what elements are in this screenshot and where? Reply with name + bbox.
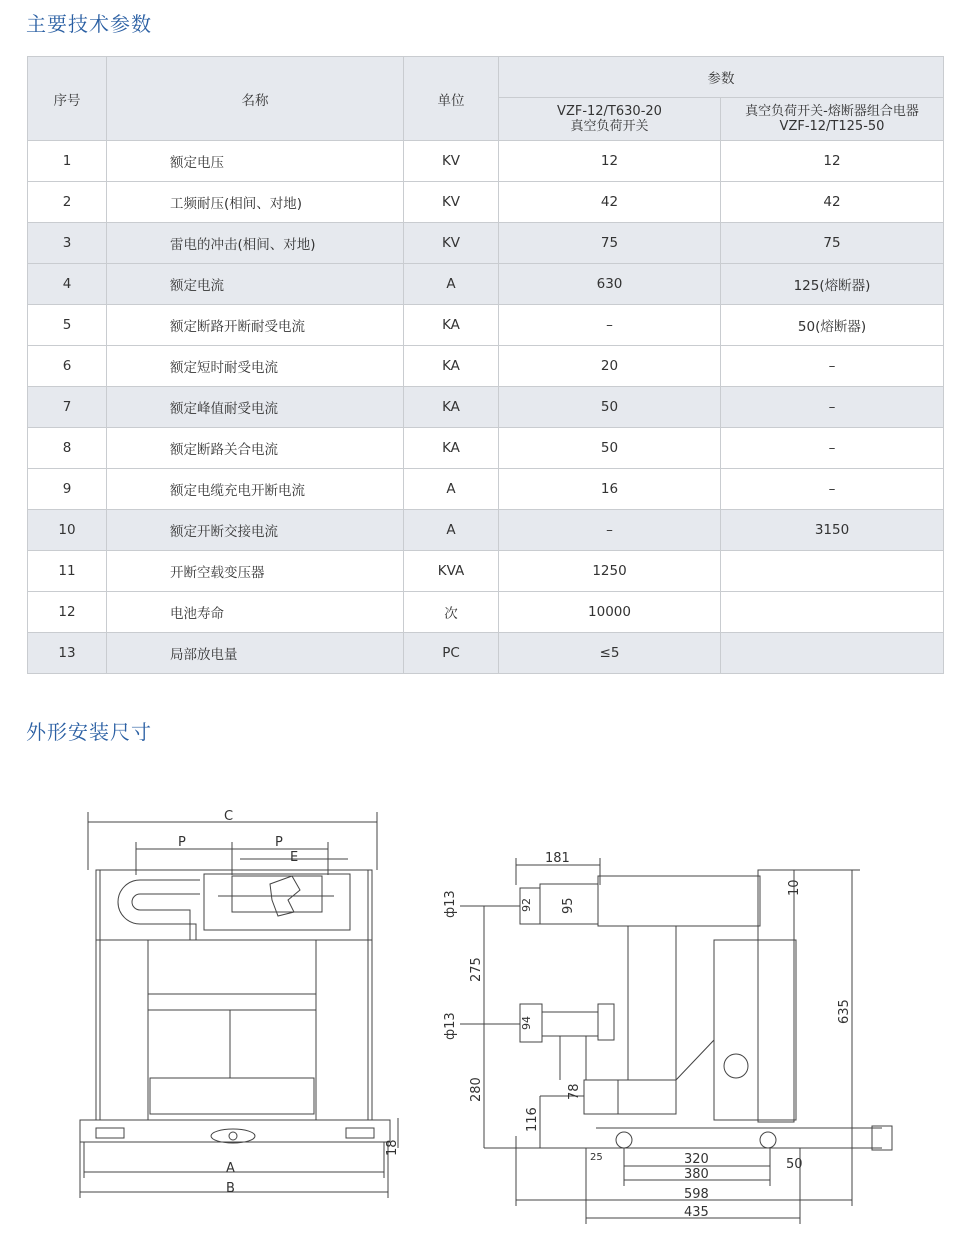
cell-value-1: 75 xyxy=(499,223,721,264)
cell-value-2: 42 xyxy=(721,182,944,223)
cell-seq: 7 xyxy=(28,387,107,428)
cell-value-1: 42 xyxy=(499,182,721,223)
cell-unit: KV xyxy=(404,182,499,223)
cell-seq: 3 xyxy=(28,223,107,264)
cell-value-1: 1250 xyxy=(499,551,721,592)
dim-label-50: 50 xyxy=(786,1157,803,1172)
cell-name: 局部放电量 xyxy=(107,633,404,674)
header-unit: 单位 xyxy=(404,57,499,141)
cell-seq: 1 xyxy=(28,141,107,182)
header-col1 xyxy=(499,98,721,141)
cell-name: 额定短时耐受电流 xyxy=(107,346,404,387)
cell-name: 雷电的冲击(相间、对地) xyxy=(107,223,404,264)
dim-label-A: A xyxy=(226,1161,235,1176)
cell-value-2: 50(熔断器) xyxy=(721,305,944,346)
cell-value-1: – xyxy=(499,305,721,346)
cell-value-2: 75 xyxy=(721,223,944,264)
table-row xyxy=(28,305,944,346)
dim-label-25: 25 xyxy=(590,1152,603,1163)
cell-unit: PC xyxy=(404,633,499,674)
cell-name: 额定电流 xyxy=(107,264,404,305)
front-view xyxy=(80,812,398,1198)
header-seq: 序号 xyxy=(28,57,107,141)
table-row xyxy=(28,387,944,428)
dim-label-92: 92 xyxy=(520,898,533,912)
table-row xyxy=(28,592,944,633)
section-title-dims: 外形安装尺寸 xyxy=(26,720,152,744)
dim-label-P1: P xyxy=(178,835,186,850)
header-params: 参数 xyxy=(499,57,944,98)
table-row xyxy=(28,469,944,510)
dim-label-280: 280 xyxy=(469,1077,484,1102)
cell-unit: KA xyxy=(404,346,499,387)
cell-value-1: 50 xyxy=(499,387,721,428)
cell-unit: KVA xyxy=(404,551,499,592)
cell-seq: 12 xyxy=(28,592,107,633)
dim-label-94: 94 xyxy=(520,1016,533,1030)
cell-unit: KA xyxy=(404,305,499,346)
dim-label-95: 95 xyxy=(561,897,576,914)
table-row xyxy=(28,551,944,592)
cell-unit: A xyxy=(404,264,499,305)
cell-value-1: 50 xyxy=(499,428,721,469)
cell-value-2: – xyxy=(721,469,944,510)
cell-name: 额定峰值耐受电流 xyxy=(107,387,404,428)
table-row xyxy=(28,141,944,182)
cell-value-2: – xyxy=(721,387,944,428)
cell-value-2 xyxy=(721,592,944,633)
cell-unit: 次 xyxy=(404,592,499,633)
header-col2-line1: 真空负荷开关-熔断器组合电器 xyxy=(745,104,919,119)
dim-label-78: 78 xyxy=(567,1083,582,1100)
cell-name: 额定电缆充电开断电流 xyxy=(107,469,404,510)
dim-label-320: 320 xyxy=(684,1152,709,1167)
cell-seq: 9 xyxy=(28,469,107,510)
table-row xyxy=(28,428,944,469)
dim-label-435: 435 xyxy=(684,1205,709,1220)
table-row xyxy=(28,633,944,674)
cell-name: 额定断路开断耐受电流 xyxy=(107,305,404,346)
cell-unit: A xyxy=(404,469,499,510)
cell-value-1: 10000 xyxy=(499,592,721,633)
cell-name: 额定开断交接电流 xyxy=(107,510,404,551)
section-title-params: 主要技术参数 xyxy=(26,12,152,36)
cell-unit: KA xyxy=(404,387,499,428)
cell-value-1: – xyxy=(499,510,721,551)
cell-unit: KV xyxy=(404,141,499,182)
cell-name: 额定电压 xyxy=(107,141,404,182)
cell-value-2: 3150 xyxy=(721,510,944,551)
cell-value-2: 125(熔断器) xyxy=(721,264,944,305)
dim-label-380: 380 xyxy=(684,1167,709,1182)
cell-seq: 2 xyxy=(28,182,107,223)
table-row xyxy=(28,346,944,387)
cell-value-2 xyxy=(721,633,944,674)
cell-seq: 13 xyxy=(28,633,107,674)
table-row xyxy=(28,264,944,305)
cell-value-1: ≤5 xyxy=(499,633,721,674)
dim-label-598: 598 xyxy=(684,1187,709,1202)
cell-name: 开断空载变压器 xyxy=(107,551,404,592)
cell-name: 工频耐压(相间、对地) xyxy=(107,182,404,223)
header-col2 xyxy=(721,98,944,141)
cell-value-2 xyxy=(721,551,944,592)
dim-label-E: E xyxy=(290,850,299,865)
parameters-table xyxy=(27,56,944,674)
dim-label-phi13-bottom: ф13 xyxy=(443,1012,458,1040)
cell-unit: KA xyxy=(404,428,499,469)
dim-label-181: 181 xyxy=(545,851,570,866)
cell-value-1: 630 xyxy=(499,264,721,305)
dim-label-275: 275 xyxy=(469,957,484,982)
dim-label-635: 635 xyxy=(837,999,852,1024)
cell-value-2: 12 xyxy=(721,141,944,182)
cell-unit: A xyxy=(404,510,499,551)
cell-seq: 6 xyxy=(28,346,107,387)
dim-label-C: C xyxy=(224,809,234,824)
cell-value-2: – xyxy=(721,428,944,469)
dim-label-10: 10 xyxy=(787,879,802,896)
cell-value-1: 16 xyxy=(499,469,721,510)
cell-seq: 10 xyxy=(28,510,107,551)
header-col1-line2: 真空负荷开关 xyxy=(570,119,649,134)
cell-seq: 8 xyxy=(28,428,107,469)
header-name: 名称 xyxy=(107,57,404,141)
dim-label-B: B xyxy=(226,1181,235,1196)
cell-seq: 5 xyxy=(28,305,107,346)
cell-name: 电池寿命 xyxy=(107,592,404,633)
cell-unit: KV xyxy=(404,223,499,264)
table-row xyxy=(28,182,944,223)
cell-value-1: 20 xyxy=(499,346,721,387)
cell-seq: 11 xyxy=(28,551,107,592)
dim-label-phi13-top: ф13 xyxy=(443,890,458,918)
dim-label-18: 18 xyxy=(385,1139,400,1156)
table-row xyxy=(28,510,944,551)
cell-value-2: – xyxy=(721,346,944,387)
dim-label-P2: P xyxy=(275,835,283,850)
table-row xyxy=(28,223,944,264)
dim-label-116: 116 xyxy=(525,1107,540,1132)
cell-seq: 4 xyxy=(28,264,107,305)
cell-value-1: 12 xyxy=(499,141,721,182)
header-col1-line1: VZF-12/T630-20 xyxy=(557,104,662,119)
installation-dimension-drawing xyxy=(0,760,965,1230)
cell-name: 额定断路关合电流 xyxy=(107,428,404,469)
header-col2-line2: VZF-12/T125-50 xyxy=(779,119,885,134)
